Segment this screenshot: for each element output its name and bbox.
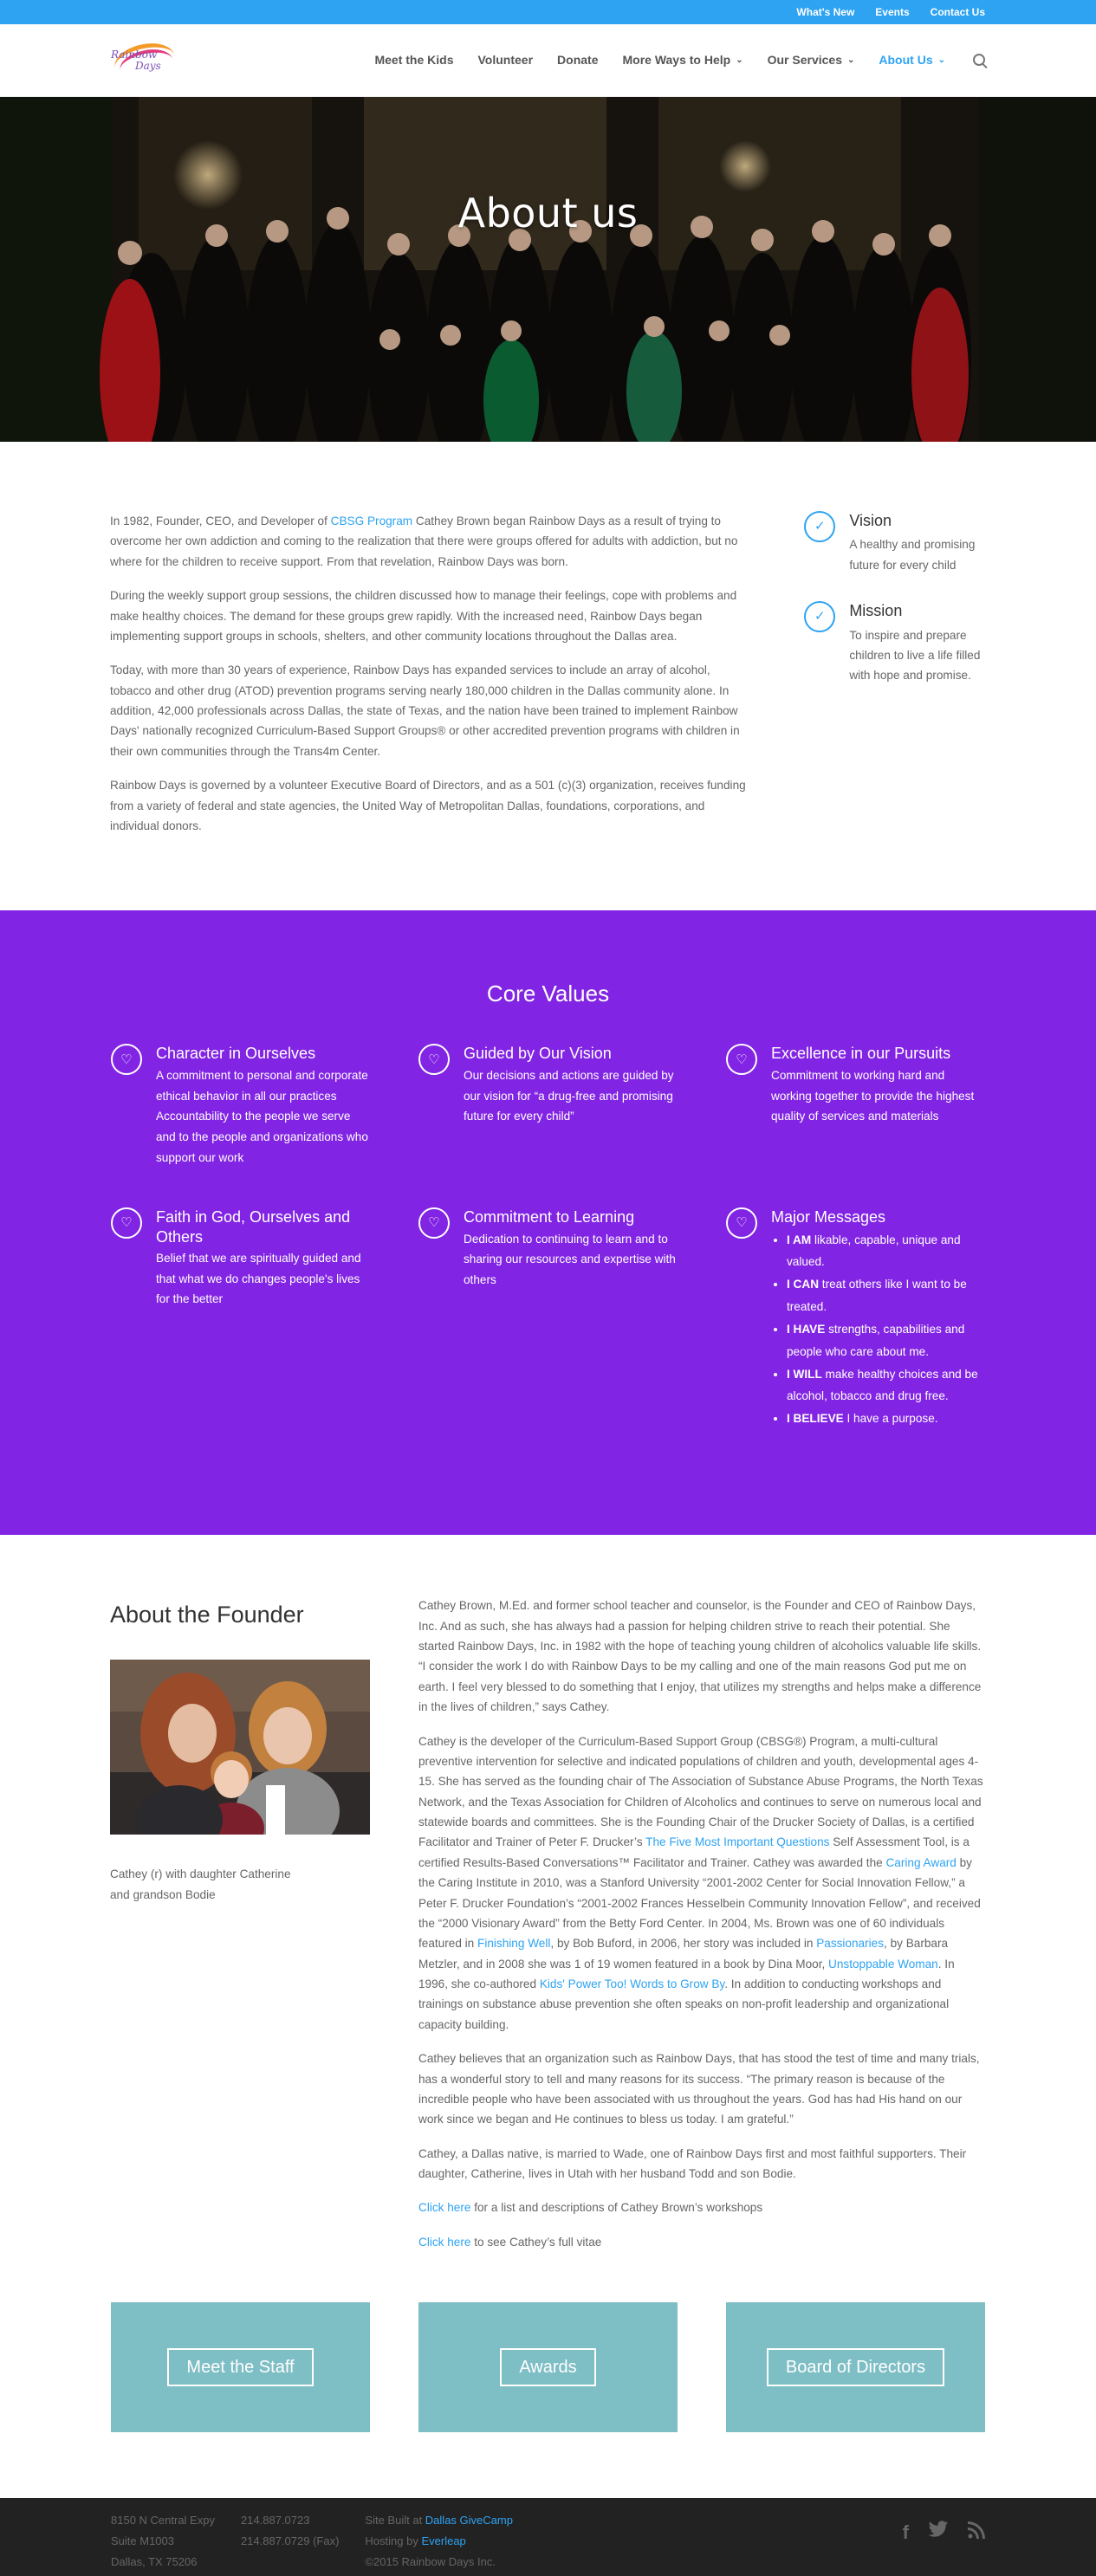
founder-sidebar — [110, 1595, 370, 2266]
address-line: Suite M1003 — [111, 2534, 174, 2548]
intro-paragraph: In 1982, Founder, CEO, and Developer of CBSG Program Cathey Brown began Rainbow Days as a result of trying to overcome her own addiction and coming to the realization that there were groups offered for adults with addiction, but no where for the children to receive support. From that revelation, Rainbow Days was born. — [110, 515, 738, 568]
value-title: Excellence in our Pursuits — [771, 1045, 951, 1063]
list-item: • I CAN treat others like I want to be treated. — [787, 1273, 985, 1318]
value-title: Commitment to Learning — [464, 1208, 635, 1227]
board-of-directors-button[interactable]: Board of Directors — [767, 2348, 944, 2386]
twitter-icon[interactable] — [928, 2515, 949, 2576]
givecamp-link[interactable]: Dallas GiveCamp — [425, 2514, 513, 2527]
check-icon: ✓ — [804, 601, 835, 632]
caption-line: Cathey (r) with daughter Catherine — [110, 1867, 291, 1881]
search-icon[interactable] — [973, 54, 985, 66]
passionaries-link[interactable]: Passionaries — [816, 1937, 885, 1951]
workshops-line: Click here for a list and descriptions of Cathey Brown’s workshops — [418, 2201, 763, 2215]
major-messages-list — [771, 1229, 985, 1430]
value-excellence — [726, 1044, 985, 1168]
address-line: 8150 N Central Expy — [111, 2514, 215, 2527]
footer-credits — [365, 2510, 513, 2576]
core-values-title: Core Values — [486, 981, 610, 1007]
list-item: • I AM likable, capable, unique and valued. — [787, 1229, 985, 1274]
cbsg-program-link[interactable]: CBSG Program — [330, 515, 413, 527]
site-header — [0, 24, 1096, 97]
logo-text-line2: Days — [135, 59, 161, 72]
nav-item-more-ways-to-help[interactable] — [622, 50, 743, 71]
value-title: Guided by Our Vision — [464, 1045, 612, 1063]
nav-item-donate[interactable] — [557, 50, 598, 71]
hosting-line: Hosting by Everleap — [365, 2534, 466, 2548]
group-photo — [0, 97, 1096, 442]
five-questions-link[interactable]: The Five Most Important Questions — [645, 1835, 830, 1849]
phone-number: 214.887.0723 — [240, 2514, 310, 2527]
list-item: • I BELIEVE I have a purpose. — [787, 1408, 985, 1430]
founder-photo — [110, 1660, 370, 1835]
awards-button[interactable]: Awards — [500, 2348, 595, 2386]
vitae-link[interactable]: Click here — [418, 2235, 471, 2249]
hero-banner — [0, 97, 1096, 442]
chevron-down-icon: ⌄ — [736, 55, 743, 65]
value-vision — [418, 1044, 678, 1168]
site-footer — [0, 2498, 1096, 2576]
cta-box-board — [726, 2302, 985, 2432]
nav-label: Donate — [557, 52, 599, 67]
value-learning — [418, 1207, 678, 1430]
facebook-icon[interactable]: f — [902, 2521, 909, 2544]
topbar-link-contact-us[interactable]: Contact Us — [930, 5, 985, 18]
intro-section — [0, 442, 1096, 910]
value-text: Our decisions and actions are guided by our vision for “a drug-free and promising future for every child” — [464, 1068, 674, 1123]
mission-text: To inspire and prepare children to live a life filled with hope and promise. — [849, 628, 981, 683]
nav-item-volunteer[interactable] — [478, 50, 534, 71]
founder-section — [0, 1535, 1096, 2301]
intro-text — [110, 511, 752, 850]
nav-item-our-services[interactable] — [768, 50, 855, 71]
vision-text: A healthy and promising future for every child — [849, 538, 976, 572]
value-major-messages — [726, 1207, 985, 1430]
page-title: About us — [457, 190, 639, 236]
caption-line: and grandson Bodie — [110, 1887, 216, 1901]
finishing-well-link[interactable]: Finishing Well — [477, 1937, 551, 1951]
social-icons — [903, 2510, 985, 2576]
bio-paragraph: Cathey believes that an organization such as Rainbow Days, that has stood the test of time and many trials, has a wonderful story to tell and many reasons for its success. “The primary reason is because of the incredible people who have been associated with us throughout the years. God has had His hand on our work since we began and He continues to bless us today. I am grateful.” — [418, 2052, 980, 2126]
intro-paragraph: Today, with more than 30 years of experience, Rainbow Days has expanded services to include an array of alcohol, tobacco and other drug (ATOD) prevention programs serving nearly 180,000 children in the Dallas community alone. In addition, 42,000 professionals across Dallas, the state of Texas, and the nation have been trained to implement Rainbow Days' nationally recognized Curriculum-Based Support Groups® or other accredited prevention programs with children in their own communities through the Trans4m Center. — [110, 663, 740, 758]
topbar-link-events[interactable]: Events — [875, 5, 910, 18]
value-text: Dedication to continuing to learn and to sharing our resources and expertise with others — [464, 1232, 676, 1286]
heart-icon: ♡ — [418, 1207, 450, 1239]
nav-label: More Ways to Help — [622, 52, 731, 67]
address-line: Dallas, TX 75206 — [111, 2555, 198, 2569]
intro-paragraph: Rainbow Days is governed by a volunteer Executive Board of Directors, and as a 501 (c)(3) organization, receives funding from a variety of federal and state agencies, the United Way of Metropolitan Dallas, foundations, corporations, and individual donors. — [110, 779, 746, 832]
cta-box-awards — [418, 2302, 678, 2432]
value-text: Accountability to the people we serve and to the people and organizations who support our work — [156, 1110, 368, 1164]
value-title: Character in Ourselves — [156, 1045, 316, 1063]
nav-label: Meet the Kids — [374, 52, 454, 67]
topbar-link-whats-new[interactable]: What's New — [796, 5, 855, 18]
value-character — [111, 1044, 370, 1168]
caring-award-link[interactable]: Caring Award — [885, 1855, 957, 1869]
footer-address — [111, 2510, 215, 2576]
unstoppable-woman-link[interactable]: Unstoppable Woman — [828, 1957, 938, 1971]
mission-blurb — [804, 601, 985, 686]
founder-title: About the Founder — [110, 1602, 304, 1628]
value-faith — [111, 1207, 370, 1430]
nav-item-meet-the-kids[interactable] — [374, 50, 453, 71]
built-by-line: Site Built at Dallas GiveCamp — [365, 2514, 513, 2527]
bio-paragraph: Cathey, a Dallas native, is married to Wade, one of Rainbow Days first and most faithful supporters. Their daughter, Catherine, lives in Utah with her husband Todd and son Bodie. — [418, 2146, 967, 2180]
bio-paragraph: Cathey is the developer of the Curriculum-Based Support Group (CBSG®) Program, a multi-cultural preventive intervention for selective and indicated populations of children and youth, developmental ages 4-15. She has served as the founding chair of The Association of Substance Abuse Programs, the North Texas Network, and the Texas Association for Children of Alcoholics and continues to serve on numerous local and statewide boards and committees. She is the Founding Chair of the Drucker Society of Dallas, is a certified Facilitator and Trainer of Peter F. Drucker’s The Five Most Important Questions Self Assessment Tool, is a certified Results-Based Conversations™ Facilitator and Trainer. Cathey was awarded the Caring Award by the Caring Institute in 2010, was a Stanford University “2001-2002 Center for Social Innovation Fellow,” a Peter F. Drucker Foundation’s “2001-2002 Frances Hesselbein Community Innovation Fellow”, and received the “2000 Visionary Award” from the Betty Ford Center. In 2004, Ms. Brown was one of 60 individuals featured in Finishing Well, by Bob Buford, in 2006, her story was included in Passionaries, by Barbara Metzler, and in 2008 she was 1 of 19 women featured in a book by Dina Moor, Unstoppable Woman. In 1996, she co-authored Kids' Power Too! Words to Grow By. In addition to conducting workshops and trainings on substance abuse prevention she often speaks on non-profit leadership and organizational capacity building. — [418, 1734, 983, 2031]
bio-paragraph: Cathey Brown, M.Ed. and former school teacher and counselor, is the Founder and CEO of Rainbow Days, Inc. And as such, she has always had a passion for helping children strive to reach their potential. She started Rainbow Days, Inc. in 1982 with the hope of teaching young children of alcoholics valuable life skills. “I consider the work I do with Rainbow Days to be my calling and one of the main reasons God put me on earth. I feel very blessed to do something that I enjoy, that utilizes my strengths and helps make a difference in the lives of children,” says Cathey. — [418, 1599, 982, 1714]
vision-mission-sidebar — [804, 511, 985, 850]
kids-power-link[interactable]: Kids' Power Too! Words to Grow By — [539, 1977, 725, 1990]
cta-box-staff — [111, 2302, 370, 2432]
list-item: • I WILL make healthy choices and be alcohol, tobacco and drug free. — [787, 1363, 985, 1408]
footer-phones — [241, 2510, 339, 2576]
vitae-line: Click here to see Cathey’s full vitae — [418, 2235, 602, 2249]
chevron-down-icon: ⌄ — [847, 55, 855, 65]
heart-icon: ♡ — [418, 1044, 450, 1075]
value-text: A commitment to personal and corporate ethical behavior in all our practices — [156, 1068, 368, 1103]
chevron-down-icon: ⌄ — [937, 55, 945, 65]
site-logo[interactable] — [111, 39, 180, 82]
core-values-section — [0, 910, 1096, 1535]
top-bar — [0, 0, 1096, 24]
value-text: Belief that we are spiritually guided and that what we do changes people's lives for the better — [156, 1252, 361, 1306]
founder-bio — [418, 1595, 985, 2266]
mission-title: Mission — [849, 602, 903, 620]
nav-label: About Us — [879, 52, 933, 67]
cta-row — [0, 2301, 1096, 2498]
copyright: ©2015 Rainbow Days Inc. — [365, 2555, 496, 2569]
heart-icon: ♡ — [726, 1044, 757, 1075]
workshops-link[interactable]: Click here — [418, 2201, 471, 2215]
founder-photo-caption — [110, 1864, 370, 1905]
logo-text-line1: Rainbow — [111, 48, 158, 61]
vision-blurb — [804, 511, 985, 575]
value-title: Faith in God, Ourselves and Others — [156, 1208, 351, 1246]
nav-label: Volunteer — [477, 52, 534, 67]
vision-title: Vision — [849, 512, 892, 529]
nav-label: Our Services — [767, 52, 842, 67]
fax-number: 214.887.0729 (Fax) — [240, 2534, 340, 2548]
rss-icon[interactable] — [968, 2515, 985, 2576]
intro-paragraph: During the weekly support group sessions, the children discussed how to manage their feelings, cope with problems and make healthy choices. The demand for these groups grew rapidly. With the increased need, Rainbow Days began implementing support groups in schools, shelters, and other community locations throughout the Dallas area. — [110, 589, 737, 643]
list-item: • I HAVE strengths, capabilities and people who care about me. — [787, 1318, 985, 1363]
compass-icon: ✓ — [804, 511, 835, 542]
nav-item-about-us[interactable] — [879, 50, 945, 71]
meet-the-staff-button[interactable]: Meet the Staff — [167, 2348, 313, 2386]
heart-icon: ♡ — [111, 1207, 142, 1239]
everleap-link[interactable]: Everleap — [421, 2534, 466, 2548]
main-nav — [374, 50, 985, 71]
core-values-grid — [111, 1044, 985, 1430]
heart-icon: ♡ — [111, 1044, 142, 1075]
value-title: Major Messages — [771, 1208, 886, 1227]
heart-icon: ♡ — [726, 1207, 757, 1239]
value-text: Commitment to working hard and working together to provide the highest quality of services and materials — [771, 1068, 975, 1123]
